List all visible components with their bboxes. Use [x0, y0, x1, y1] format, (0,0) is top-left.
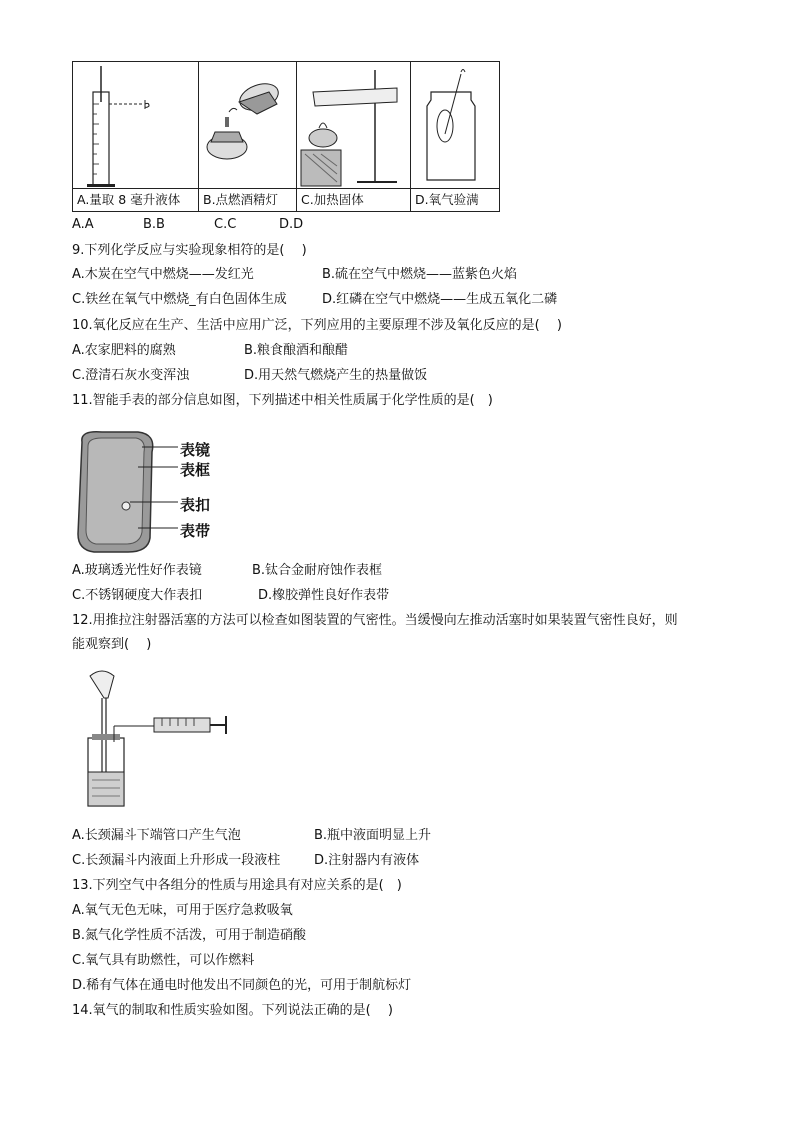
- graduated-cylinder-figure: [73, 62, 198, 188]
- q13-stem: 13.下列空气中各组分的性质与用途具有对应关系的是( ): [72, 878, 402, 893]
- q12-option-c[interactable]: C.长颈漏斗内液面上升形成一段液柱: [72, 853, 281, 868]
- watch-label-frame: 表框: [180, 461, 211, 479]
- q11-option-a[interactable]: A.玻璃透光性好作表镜: [72, 563, 202, 578]
- q12-option-b[interactable]: B.瓶中液面明显上升: [314, 828, 432, 843]
- q10-stem: 10.氧化反应在生产、生活中应用广泛，下列应用的主要原理不涉及氧化反应的是( ): [72, 318, 562, 333]
- q8-option-b[interactable]: B.B: [143, 217, 165, 232]
- figure-a-cell: [73, 62, 199, 212]
- q10-option-d[interactable]: D.用天然气燃烧产生的热量做饭: [244, 368, 428, 383]
- q9-option-a[interactable]: A.木炭在空气中燃烧——发红光: [72, 267, 254, 282]
- figure-b-cell: [199, 62, 297, 212]
- q11-option-d[interactable]: D.橡胶弹性良好作表带: [258, 588, 390, 603]
- q8-figure-table: [72, 61, 500, 212]
- q9-stem: 9.下列化学反应与实验现象相符的是( ): [72, 243, 307, 258]
- oxygen-test-figure: [411, 62, 499, 188]
- alcohol-lamp-figure: [199, 62, 296, 188]
- q12-stem-line1: 12.用推拉注射器活塞的方法可以检查如图装置的气密性。当缓慢向左推动活塞时如果装置气密性良好，则: [72, 613, 678, 628]
- q11-option-c[interactable]: C.不锈钢硬度大作表扣: [72, 588, 203, 603]
- q9-option-d[interactable]: D.红磷在空气中燃烧——生成五氧化二磷: [322, 292, 558, 307]
- q13-option-b[interactable]: B.氮气化学性质不活泼，可用于制造硝酸: [72, 928, 307, 943]
- q10-option-a[interactable]: A.农家肥料的腐熟: [72, 343, 176, 358]
- q10-option-c[interactable]: C.澄清石灰水变浑浊: [72, 368, 190, 383]
- q12-option-a[interactable]: A.长颈漏斗下端管口产生气泡: [72, 828, 241, 843]
- q13-option-d[interactable]: D.稀有气体在通电时他发出不同颜色的光，可用于制航标灯: [72, 978, 412, 993]
- q9-option-c[interactable]: C.铁丝在氧气中燃烧_有白色固体生成: [72, 292, 287, 307]
- figure-c-caption: C.加热固体: [297, 188, 410, 211]
- q12-stem-line2: 能观察到( ): [72, 637, 152, 652]
- q9-option-b[interactable]: B.硫在空气中燃烧——蓝紫色火焰: [322, 267, 518, 282]
- watch-label-glass: 表镜: [180, 441, 211, 459]
- figure-c-cell: [297, 62, 411, 212]
- q13-option-c[interactable]: C.氧气具有助燃性，可以作燃料: [72, 953, 255, 968]
- figure-b-caption: B.点燃酒精灯: [199, 188, 296, 211]
- q8-option-c[interactable]: C.C: [214, 217, 237, 232]
- figure-d-cell: [411, 62, 500, 212]
- q14-stem: 14.氧气的制取和性质实验如图。下列说法正确的是( ): [72, 1003, 393, 1018]
- watch-label-strap: 表带: [180, 522, 211, 540]
- q8-option-d[interactable]: D.D: [279, 217, 304, 232]
- q10-option-b[interactable]: B.粮食酿酒和酿醋: [244, 343, 349, 358]
- q11-stem: 11.智能手表的部分信息如图，下列描述中相关性质属于化学性质的是( ): [72, 393, 493, 408]
- figure-d-caption: D.氧气验满: [411, 188, 499, 211]
- watch-label-buckle: 表扣: [180, 496, 211, 514]
- q8-option-a[interactable]: A.A: [72, 217, 94, 232]
- heating-solid-figure: [297, 62, 410, 188]
- airtightness-apparatus-figure: [84, 668, 234, 810]
- q12-option-d[interactable]: D.注射器内有液体: [314, 853, 420, 868]
- q11-option-b[interactable]: B.钛合金耐府蚀作表框: [252, 563, 383, 578]
- figure-a-caption: A.量取 8 毫升液体: [73, 188, 198, 211]
- q13-option-a[interactable]: A.氧气无色无味，可用于医疗急救吸氧: [72, 903, 293, 918]
